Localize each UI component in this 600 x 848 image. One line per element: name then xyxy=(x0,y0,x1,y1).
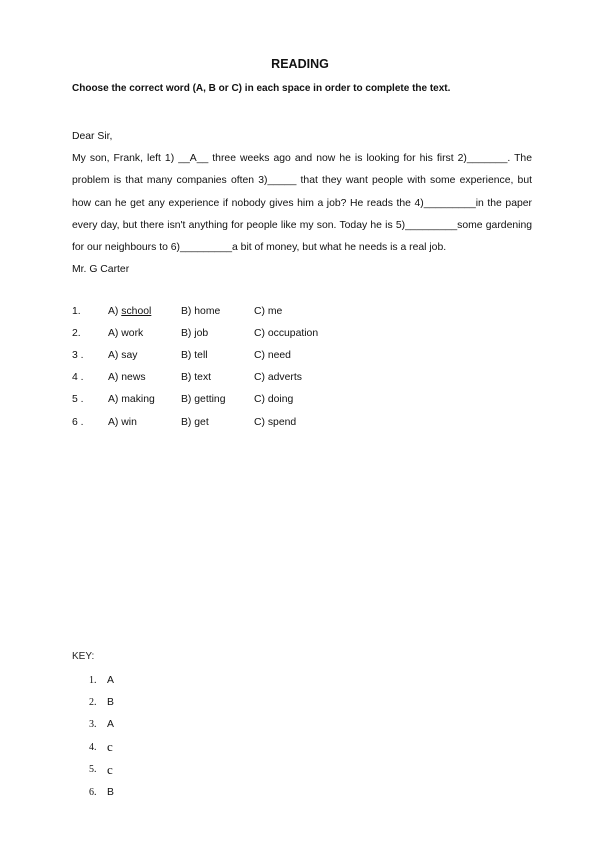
option-c: C) adverts xyxy=(254,372,302,384)
answer-value: B xyxy=(107,697,114,709)
answer-value: A xyxy=(107,719,114,731)
option-row xyxy=(72,300,344,322)
option-a-prefix: A) xyxy=(108,394,122,406)
answer-number: 1. xyxy=(89,674,97,686)
option-row xyxy=(72,367,344,389)
option-number: 2. xyxy=(72,327,81,339)
option-a-word: making xyxy=(121,394,155,406)
option-a-prefix: A) xyxy=(108,349,122,361)
option-a-word: say xyxy=(121,349,138,361)
option-a-prefix: A) xyxy=(108,327,122,339)
answer-number: 6. xyxy=(89,786,97,798)
answer-value: B xyxy=(107,786,114,798)
answer-key-list xyxy=(89,669,114,803)
option-a xyxy=(108,350,181,361)
option-a-prefix: A) xyxy=(108,372,122,384)
option-number: 5 . xyxy=(72,394,84,406)
option-c: C) me xyxy=(254,305,283,317)
option-c: C) doing xyxy=(254,394,294,406)
option-row xyxy=(72,344,344,366)
letter xyxy=(72,126,532,281)
answer-number: 5. xyxy=(89,764,97,776)
answer-key-item xyxy=(89,669,114,691)
option-b: B) home xyxy=(181,305,221,317)
answer-key-item xyxy=(89,691,114,713)
option-a xyxy=(108,306,181,317)
option-c: C) spend xyxy=(254,416,297,428)
option-a-prefix: A) xyxy=(108,305,122,317)
options-table xyxy=(72,300,344,433)
key-label: KEY: xyxy=(72,651,95,662)
answer-key-item xyxy=(89,759,114,781)
letter-signature: Mr. G Carter xyxy=(72,264,130,276)
answer-key-item xyxy=(89,714,114,736)
option-c: C) occupation xyxy=(254,327,319,339)
answer-value: A xyxy=(107,674,114,686)
option-a-word: school xyxy=(121,305,152,317)
answer-value: c xyxy=(107,739,113,755)
letter-body: My son, Frank, left 1) __A__ three weeks ago and now he is looking for his first 2)_______. The problem is that many companies often 3)_____ that they want people with some experience, but how can he get any experience if nobody gives him a job? He reads the 4)_________in the paper every day, but there isn't anything for people like my son. Today he is 5)_________some gardening for our neighbours to 6)_________a bit of money, but what he needs is a real job. xyxy=(72,153,532,254)
answer-key-item xyxy=(89,736,114,758)
option-b: B) get xyxy=(181,416,209,428)
option-row xyxy=(72,411,344,433)
option-b: B) job xyxy=(181,327,209,339)
option-a-word: win xyxy=(121,416,137,428)
option-number: 4 . xyxy=(72,372,84,384)
answer-key-item xyxy=(89,781,114,803)
option-a xyxy=(108,394,181,405)
answer-number: 4. xyxy=(89,741,97,753)
option-row xyxy=(72,322,344,344)
option-number: 6 . xyxy=(72,416,84,428)
option-c: C) need xyxy=(254,349,291,361)
option-a xyxy=(108,328,181,339)
option-number: 1. xyxy=(72,305,81,317)
option-b: B) tell xyxy=(181,349,208,361)
option-a-word: news xyxy=(121,372,146,384)
option-b: B) getting xyxy=(181,394,226,406)
option-number: 3 . xyxy=(72,349,84,361)
page-title: READING xyxy=(271,57,329,71)
option-b: B) text xyxy=(181,372,212,384)
option-a-prefix: A) xyxy=(108,416,122,428)
option-a xyxy=(108,417,181,428)
option-a xyxy=(108,372,181,383)
letter-greeting: Dear Sir, xyxy=(72,131,113,142)
instructions: Choose the correct word (A, B or C) in each space in order to complete the text. xyxy=(72,83,451,94)
answer-number: 3. xyxy=(89,719,97,731)
answer-value: c xyxy=(107,761,113,777)
option-row xyxy=(72,389,344,411)
answer-number: 2. xyxy=(89,697,97,709)
option-a-word: work xyxy=(121,327,144,339)
